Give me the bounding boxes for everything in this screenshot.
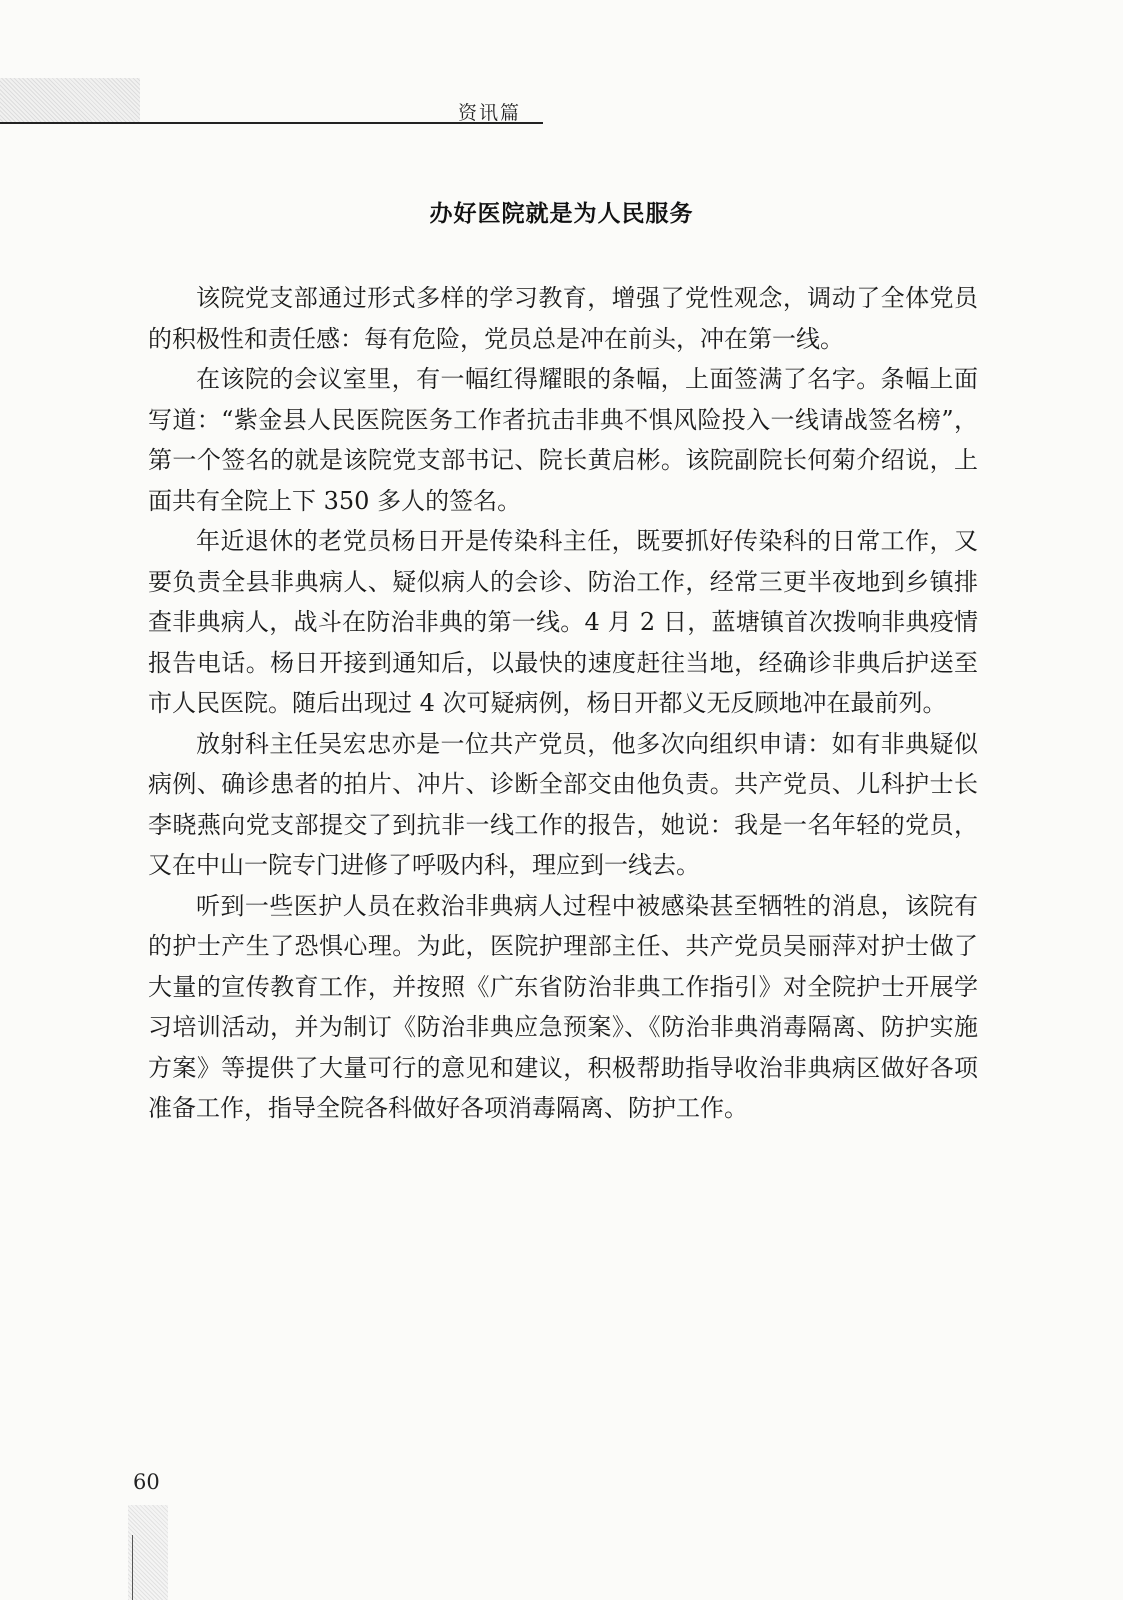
- page-number: 60: [133, 1470, 160, 1494]
- paragraph: 该院党支部通过形式多样的学习教育，增强了党性观念，调动了全体党员的积极性和责任感：每有危险，党员总是冲在前头，冲在第一线。: [148, 284, 978, 353]
- scan-shading: [128, 1505, 168, 1600]
- paragraph: 放射科主任吴宏忠亦是一位共产党员，他多次向组织申请：如有非典疑似病例、确诊患者的拍片、冲片、诊断全部交由他负责。共产党员、儿科护士长李晓燕向党支部提交了到抗非一线工作的报告，她说：我是一名年轻的党员，又在中山一院专门进修了呼吸内科，理应到一线去。: [148, 729, 978, 879]
- article-body: [148, 278, 978, 1129]
- article-title: 办好医院就是为人民服务: [429, 201, 694, 227]
- scan-shading: [0, 78, 140, 124]
- paragraph: 年近退休的老党员杨日开是传染科主任，既要抓好传染科的日常工作，又要负责全县非典病人、疑似病人的会诊、防治工作，经常三更半夜地到乡镇排查非典病人，战斗在防治非典的第一线。4 月 2 日，蓝塘镇首次拨响非典疫情报告电话。杨日开接到通知后，以最快的速度赶往当地，经确诊非典后护送至市人民医院。随后出现过 4 次可疑病例，杨日开都义无反顾地冲在最前列。: [148, 527, 978, 717]
- paragraph: 听到一些医护人员在救治非典病人过程中被感染甚至牺牲的消息，该院有的护士产生了恐惧心理。为此，医院护理部主任、共产党员吴丽萍对护士做了大量的宣传教育工作，并按照《广东省防治非典工作指引》对全院护士开展学习培训活动，并为制订《防治非典应急预案》、《防治非典消毒隔离、防护实施方案》等提供了大量可行的意见和建议，积极帮助指导收治非典病区做好各项准备工作，指导全院各科做好各项消毒隔离、防护工作。: [148, 891, 978, 1122]
- page-edge-line: [132, 1535, 133, 1600]
- paragraph: 在该院的会议室里，有一幅红得耀眼的条幅，上面签满了名字。条幅上面写道：“紫金县人民医院医务工作者抗击非典不惧风险投入一线请战签名榜”，第一个签名的就是该院党支部书记、院长黄启彬。该院副院长何菊介绍说，上面共有全院上下 350 多人的签名。: [148, 365, 978, 515]
- running-head: 资讯篇: [458, 102, 522, 124]
